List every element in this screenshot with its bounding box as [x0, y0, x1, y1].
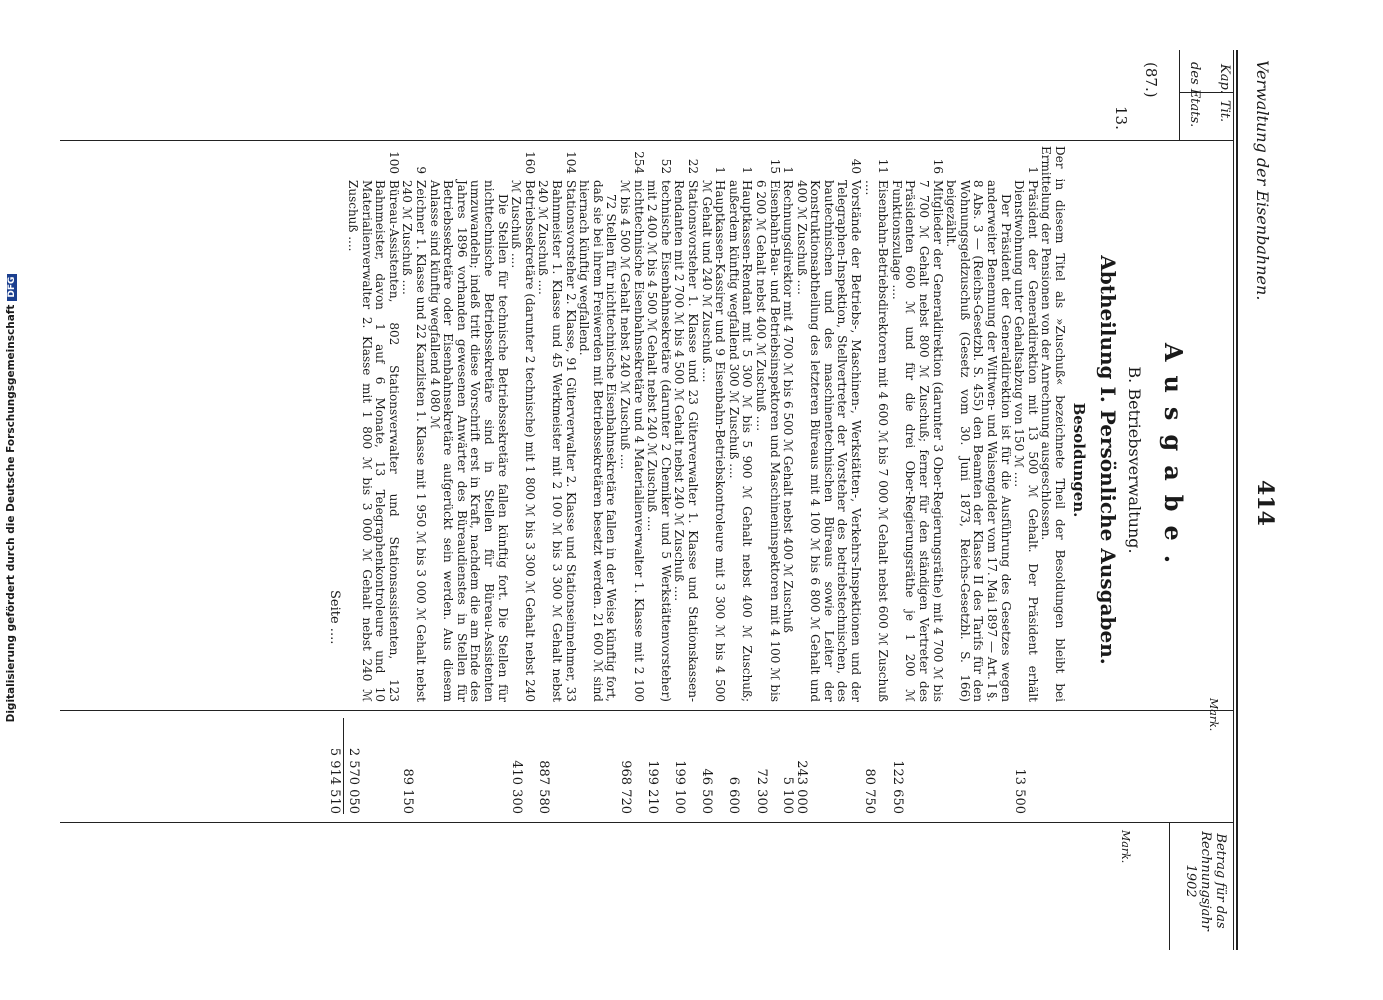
col-divider — [1180, 92, 1234, 93]
line-item-text: Büreau-Assistenten, 802 Stationsverwalter und Stationsassistenten, 123 Bahnmeister, davon 1 auf 6 Monate, 13 Telegraphenkontroleure und 10 Materialienverwalter 2. Klasse mit 1 800 ℳ bis 3 000 ℳ Gehalt nebst 240 ℳ Zuschuß .... — [346, 180, 401, 702]
tit-marker: 13. — [1112, 106, 1130, 130]
line-item-text: Eisenbahn-Betriebsdirektoren mit 4 600 ℳ bis 7 000 ℳ Gehalt nebst 600 ℳ Zuschuß .... — [862, 180, 891, 702]
line-item — [617, 146, 644, 702]
page-total-amount: 5 914 510 — [327, 747, 342, 814]
line-item-amount: 199 100 — [672, 760, 687, 814]
line-item-qty: 1 — [740, 166, 755, 174]
line-item-text: Mitglieder der Generaldirektion (darunter 3 Ober-Regierungsräthe) mit 4 700 ℳ bis 7 700 ℳ Gehalt nebst 800 ℳ Zuschuß; ferner für den ständigen Vertreter des Präsidenten 600 ℳ und für die drei Ober-Regierungsräthe je 1 200 ℳ Funktionszulage .... — [889, 180, 945, 702]
line-item — [536, 146, 577, 702]
line-item-amount: 46 500 — [699, 768, 714, 814]
section-title: B. Betriebsverwaltung. — [1125, 366, 1144, 554]
line-item-qty: 40 — [849, 158, 864, 174]
column-betrag: Betrag für das Rechnungsjahr 1902 — [1183, 831, 1228, 931]
sum-rule — [343, 718, 344, 814]
line-item-text: Betriebssekretäre (darunter 2 technische) mit 1 800 ℳ bis 3 300 ℳ Gehalt nebst 240 ℳ Zuschuß .... — [509, 180, 537, 702]
line-item-qty: 254 — [631, 151, 646, 174]
line-item-qty: 22 — [685, 158, 700, 174]
col-divider — [60, 140, 1234, 141]
line-item-text: Stationsvorsteher 2. Klasse, 91 Güterverwalter 2. Klasse und Stationseinnehmer, 33 Bahnmeister 1. Klasse und 45 Werkmeister mit 2 100 ℳ bis 3 300 ℳ Gehalt nebst 240 ℳ Zuschuß .... — [536, 180, 578, 702]
line-item — [346, 146, 400, 702]
intro-paragraph: Der in diesem Titel als »Zuschuß« bezeichnete Theil der Besoldungen bleibt bei Ermittelung der Pensionen von der Anrechnung ausgeschlossen. — [1039, 146, 1067, 702]
line-item-text: Eisenbahn-Bau- und Betriebsinspektoren und Maschineninspektoren mit 4 100 ℳ bis 6 200 ℳ Gehalt nebst 400 ℳ Zuschuß .... — [753, 180, 782, 702]
line-item-qty: 1 — [713, 166, 728, 174]
division-title: Abtheilung I. Persönliche Ausgaben. — [1096, 255, 1120, 665]
text-body — [346, 146, 1066, 702]
line-item — [427, 146, 509, 702]
line-item — [862, 146, 889, 702]
line-item-amount: 243 000 — [794, 760, 809, 814]
line-item — [509, 146, 536, 702]
line-item-text: Der Präsident der Generaldirektion ist für die Ausführung des Gesetzes wegen anderweiter Benennung der Wittwen- und Waisengelder vom 17. Mai 1897 — Art. I §. 8 Abs. 3 — (Reichs-Gesetzbl. S. 455) den Beamten der Klasse II des Tarifs für den Wohnungsgeldzuschuß (Gesetz vom 30. Juni 1873, Reichs-Gesetzbl. S. 166) beigezählt. — [944, 180, 1013, 702]
betrag-head-rule — [1169, 822, 1170, 950]
line-item-text: technische Eisenbahnsekretäre (darunter 2 Chemiker und 5 Werkstättenvorsteher) mit 2 400 ℳ bis 4 500 ℳ Gehalt nebst 240 ℳ Zuschuß .... — [645, 180, 673, 702]
line-item-amount: 6 600 — [726, 776, 741, 814]
line-item-text: Hauptkassen-Kassirer und 9 Eisenbahn-Betriebskontroleure mit 3 300 ℳ bis 4 500 ℳ Gehalt und 240 ℳ Zuschuß .... — [699, 180, 728, 702]
unit-mark: Mark. — [1207, 698, 1220, 732]
line-item-qty: 9 — [414, 166, 429, 174]
line-item-qty: 1 — [1025, 166, 1040, 174]
line-item-amount: 2 570 050 — [346, 747, 361, 814]
line-item-qty: 100 — [386, 151, 401, 174]
header-title: Verwaltung der Eisenbahnen. — [1253, 60, 1272, 301]
page-total-label: Seite .... — [327, 590, 342, 645]
header-rule — [1236, 50, 1238, 950]
line-item-text: Die Stellen für technische Betriebssekretäre fallen künftig fort. Die Stellen für nichttechnische Betriebssekretäre sind in Stellen für Büreau-Assistenten umzuwandeln; indeß tritt diese Vorschrift erst in Kraft, nachdem die am Ende des Jahres 1896 vorhanden gewesenen Anwärter des Büreaudienstes in Stellen für Betriebssekretäre oder Eisenbahnsekretäre aufgerückt sein werden. Aus diesem Anlasse sind künftig wegfallend 4 080 ℳ — [427, 180, 510, 702]
line-item — [699, 146, 726, 702]
line-item — [400, 146, 427, 702]
column-etat: des Etats. — [1187, 62, 1202, 128]
line-item — [889, 146, 943, 702]
line-item-qty: 1 — [781, 166, 796, 174]
dfg-logo: DFG — [7, 274, 17, 301]
subsection-title: Besoldungen. — [1070, 402, 1088, 518]
line-item-amount: 5 100 — [780, 776, 795, 814]
unit-mark: Mark. — [1119, 830, 1132, 864]
line-item-text: Stationsvorsteher 1. Klasse und 23 Güterverwalter 1. Klasse und Stationskassen-Rendanten mit 2 700 ℳ bis 4 500 ℳ Gehalt nebst 240 ℳ Zuschuß .... — [672, 180, 700, 702]
line-item-amount: 968 720 — [618, 760, 633, 814]
line-item — [753, 146, 780, 702]
line-item — [944, 146, 1012, 702]
line-item-amount: 410 300 — [509, 760, 524, 814]
line-item-amount: 89 150 — [400, 768, 415, 814]
line-item-text: Vorstände der Betriebs-, Maschinen-, Werkstätten-, Verkehrs-Inspektionen und der Telegraphen-Inspektion, Stellvertreter der Vorsteher des betriebstechnischen, des bautechnischen und des maschinentechnischen Büreaus sowie Leiter der Konstruktionsabtheilung des letzteren Büreaus mit 4 100 ℳ bis 6 800 ℳ Gehalt und 400 ℳ Zuschuß .... — [794, 180, 864, 702]
column-kap: Kap. — [1217, 64, 1232, 94]
running-header — [1250, 50, 1280, 950]
line-item — [1012, 146, 1039, 702]
scanned-page — [60, 50, 1280, 950]
line-item-qty: 15 — [767, 158, 782, 174]
line-item-text: nichttechnische Eisenbahnsekretäre und 4 Materialienverwalter 1. Klasse mit 2 100 ℳ bis 4 500 ℳ Gehalt nebst 240 ℳ Zuschuß .... — [618, 180, 646, 702]
column-tit: Tit. — [1217, 100, 1232, 123]
page-title: Ausgabe. — [1159, 342, 1188, 578]
page-content — [60, 50, 1280, 950]
funding-note-text: Digitalisierung gefördert durch die Deutsche Forschungsgemeinschaft — [5, 304, 17, 723]
header-rule-thin — [1233, 50, 1234, 950]
line-item-qty: 104 — [563, 151, 578, 174]
line-item — [781, 146, 795, 702]
line-item-amount: 72 300 — [754, 768, 769, 814]
col-head-rule — [1179, 50, 1180, 140]
line-item — [794, 146, 862, 702]
line-item-amount: 887 580 — [536, 760, 551, 814]
kap-marker: (87.) — [1142, 62, 1160, 98]
line-item-amount: 122 650 — [890, 760, 905, 814]
line-item-qty: 16 — [930, 158, 945, 174]
line-item-amount: 80 750 — [862, 768, 877, 814]
line-item-text: Rechnungsdirektor mit 4 700 ℳ bis 6 500 ℳ Gehalt nebst 400 ℳ Zuschuß — [781, 180, 796, 633]
col-divider — [60, 822, 1234, 823]
line-item-text: Präsident der Generaldirektion mit 13 500 ℳ Gehalt. Der Präsident erhält Dienstwohnung unter Gehaltsabzug von 150 ℳ .... — [1012, 180, 1040, 702]
line-item-text: 72 Stellen für nichttechnische Eisenbahnsekretäre fallen in der Weise künftig fort, daß sie bei ihrem Freiwerden mit Betriebssekretären besetzt werden. 21 600 ℳ sind hiernach künftig wegfallend. — [577, 180, 619, 702]
page-number: 414 — [1252, 480, 1278, 526]
col-divider — [60, 710, 1234, 711]
line-item-qty: 160 — [522, 151, 537, 174]
line-item-text: Zeichner 1. Klasse und 22 Kanzlisten 1. Klasse mit 1 950 ℳ bis 3 000 ℳ Gehalt nebst 240 ℳ Zuschuß .... — [400, 180, 429, 702]
line-item — [645, 146, 672, 702]
line-item-amount: 13 500 — [1012, 768, 1027, 814]
line-item-text: Hauptkassen-Rendant mit 5 300 ℳ bis 5 900 ℳ Gehalt nebst 400 ℳ Zuschuß; außerdem künftig wegfallend 300 ℳ Zuschuß .... — [726, 180, 755, 702]
line-item-amount: 199 210 — [645, 760, 660, 814]
line-item-qty: 52 — [658, 158, 673, 174]
line-item — [577, 146, 618, 702]
funding-note — [0, 0, 22, 1000]
line-item — [726, 146, 753, 702]
line-item-qty: 11 — [876, 158, 891, 174]
line-item — [672, 146, 699, 702]
